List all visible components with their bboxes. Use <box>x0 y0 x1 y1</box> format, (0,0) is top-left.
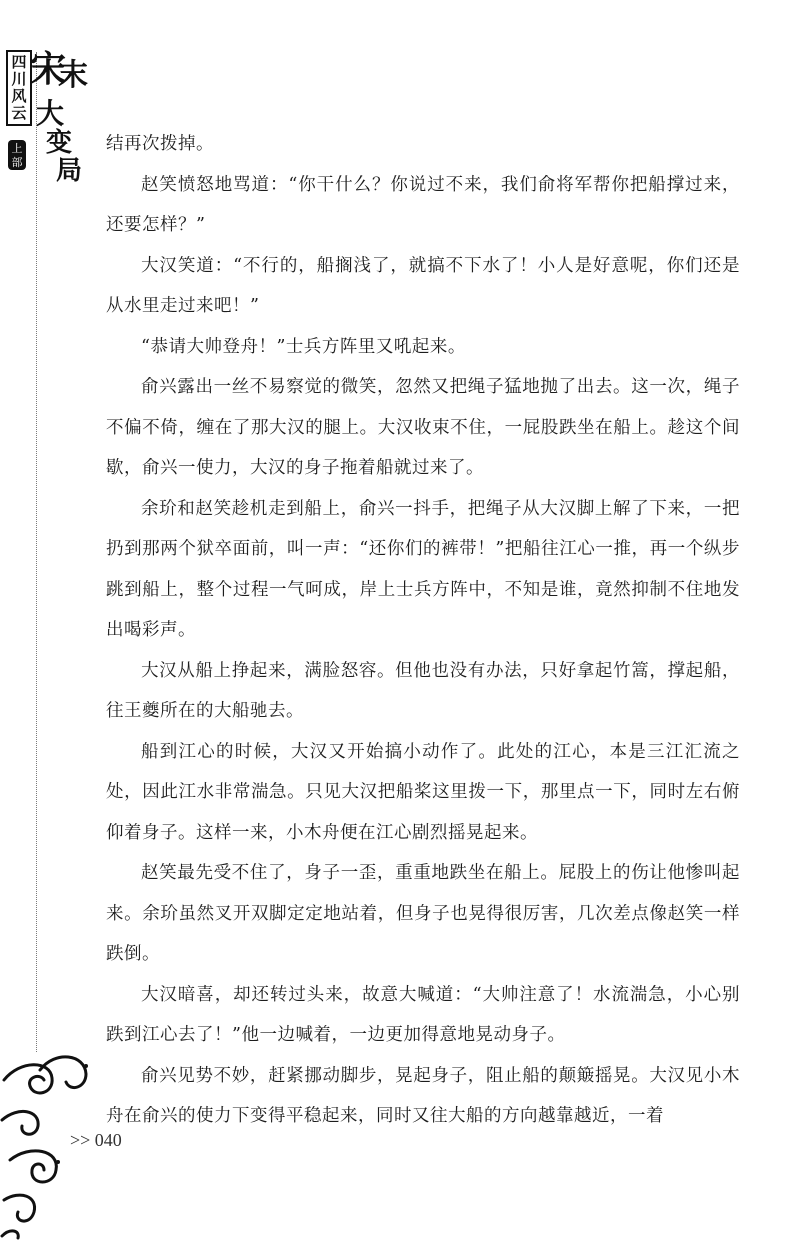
book-title-char: 变 <box>46 128 73 158</box>
book-title-char: 局 <box>56 156 83 186</box>
series-tag-char: 风 <box>11 87 27 105</box>
paragraph: 结再次拨掉。 <box>106 134 214 154</box>
margin-dotted-rule <box>36 52 37 1052</box>
series-tag <box>6 50 32 126</box>
series-tag-char: 云 <box>11 104 27 122</box>
paragraph: 大汉从船上挣起来，满脸怒容。但他也没有办法，只好拿起竹篙，撑起船，往王夔所在的大船驰去。 <box>106 660 740 721</box>
book-title-char: 宋 <box>30 48 67 90</box>
paragraph: 俞兴露出一丝不易察觉的微笑，忽然又把绳子猛地抛了出去。这一次，绳子不偏不倚，缠在了那大汉的腿上。大汉收束不住，一屁股跌坐在船上。趁这个间歇，俞兴一使力，大汉的身子拖着船就过来了。 <box>106 377 740 478</box>
body-text <box>106 124 740 1137</box>
paragraph: “恭请大帅登舟！”士兵方阵里又吼起来。 <box>141 336 466 357</box>
book-title-char: 大 <box>36 97 65 130</box>
series-tag-char: 川 <box>11 70 27 88</box>
paragraph: 赵笑愤怒地骂道：“你干什么？你说过不来，我们俞将军帮你把船撑过来，还要怎样？” <box>106 174 740 235</box>
volume-seal: 上部 <box>8 140 26 170</box>
page-number: >> 040 <box>70 1130 122 1150</box>
paragraph: 大汉笑道：“不行的，船搁浅了，就搞不下水了！小人是好意呢，你们还是从水里走过来吧！” <box>106 255 740 316</box>
book-title-char: 末 <box>58 58 88 93</box>
series-tag-char: 四 <box>11 53 27 71</box>
paragraph: 余玠和赵笑趁机走到船上，俞兴一抖手，把绳子从大汉脚上解了下来，一把扔到那两个狱卒面前，叫一声：“还你们的裤带！”把船往江心一推，再一个纵步跳到船上，整个过程一气呵成，岸上士兵方阵中，不知是谁，竟然抑制不住地发出喝彩声。 <box>106 498 740 640</box>
paragraph: 船到江心的时候，大汉又开始搞小动作了。此处的江心，本是三江汇流之处，因此江水非常湍急。只见大汉把船桨这里拨一下，那里点一下，同时左右俯仰着身子。这样一来，小木舟便在江心剧烈摇晃起来。 <box>106 741 740 843</box>
paragraph: 赵笑最先受不住了，身子一歪，重重地跌坐在船上。屁股上的伤让他惨叫起来。余玠虽然叉开双脚定定地站着，但身子也晃得很厉害，几次差点像赵笑一样跌倒。 <box>106 863 740 964</box>
paragraph: 俞兴见势不妙，赶紧挪动脚步，晃起身子，阻止船的颠簸摇晃。大汉见小木舟在俞兴的使力下变得平稳起来，同时又往大船的方向越靠越近，一着 <box>106 1065 740 1126</box>
paragraph: 大汉暗喜，却还转过头来，故意大喊道：“大帅注意了！水流湍急，小心别跌到江心去了！”他一边喊着，一边更加得意地晃动身子。 <box>106 984 740 1045</box>
